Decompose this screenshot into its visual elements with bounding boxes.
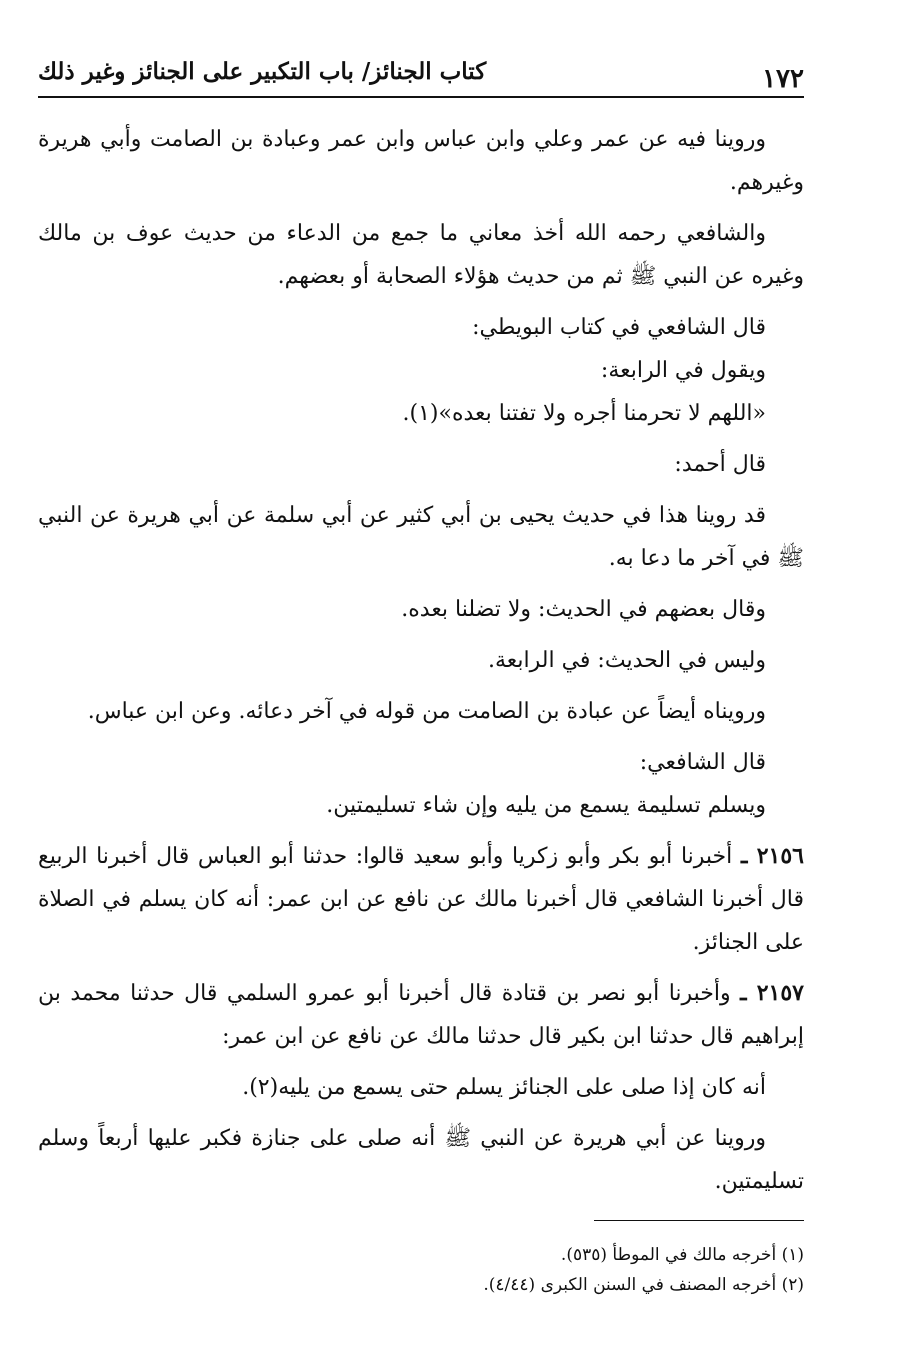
paragraph: وقال بعضهم في الحديث: ولا تضلنا بعده. [401, 597, 766, 622]
paragraph: ويسلم تسليمة يسمع من يليه وإن شاء تسليمتين. [326, 793, 766, 818]
page-header [38, 50, 804, 100]
paragraph: قال أحمد: [674, 452, 766, 477]
footnote-divider [594, 1220, 804, 1221]
footnotes [38, 1240, 804, 1300]
paragraph: قال الشافعي في كتاب البويطي: [472, 315, 766, 340]
paragraph: وروينا فيه عن عمر وعلي وابن عباس وابن عمر وعبادة بن الصامت وأبي هريرة وغيرهم. [38, 127, 804, 195]
paragraph: أنه كان إذا صلى على الجنائز يسلم حتى يسمع من يليه(٢). [242, 1075, 766, 1100]
hadith-number: ٢١٥٦ ـ [740, 843, 804, 869]
hadith-text: وأخبرنا أبو نصر بن قتادة قال أخبرنا أبو عمرو السلمي قال حدثنا محمد بن إبراهيم قال حدثنا ابن بكير قال حدثنا مالك عن نافع عن ابن عمر: [38, 981, 804, 1049]
running-title: كتاب الجنائز/ باب التكبير على الجنائز وغير ذلك [38, 58, 487, 85]
hadith-paragraph [38, 972, 804, 1058]
footnote: (١) أخرجه مالك في الموطأ (٥٣٥). [560, 1245, 804, 1265]
paragraph: وروينا عن أبي هريرة عن النبي ﷺ أنه صلى على جنازة فكبر عليها أربعاً وسلم تسليمتين. [38, 1126, 804, 1194]
paragraph: «اللهم لا تحرمنا أجره ولا تفتنا بعده»(١). [402, 401, 766, 426]
paragraph: قد روينا هذا في حديث يحيى بن أبي كثير عن أبي سلمة عن أبي هريرة عن النبي ﷺ في آخر ما دعا به. [38, 503, 804, 571]
paragraph: ورويناه أيضاً عن عبادة بن الصامت من قوله في آخر دعائه. وعن ابن عباس. [87, 699, 766, 724]
hadith-paragraph [38, 835, 804, 964]
hadith-number: ٢١٥٧ ـ [740, 980, 804, 1006]
page-body [38, 118, 804, 1211]
paragraph: ويقول في الرابعة: [600, 358, 766, 383]
header-divider [38, 96, 804, 98]
paragraph: وليس في الحديث: في الرابعة. [488, 648, 766, 673]
page-number: ١٧٢ [762, 64, 804, 94]
paragraph: قال الشافعي: [639, 750, 766, 775]
paragraph: والشافعي رحمه الله أخذ معاني ما جمع من الدعاء من حديث عوف بن مالك وغيره عن النبي ﷺ ثم من حديث هؤلاء الصحابة أو بعضهم. [38, 221, 804, 289]
hadith-text: أخبرنا أبو بكر وأبو زكريا وأبو سعيد قالوا: حدثنا أبو العباس قال أخبرنا الربيع قال أخبرنا الشافعي قال أخبرنا مالك عن نافع عن ابن عمر: أنه كان يسلم في الصلاة على الجنائز. [38, 844, 804, 955]
footnote: (٢) أخرجه المصنف في السنن الكبرى (٤/٤٤). [483, 1275, 804, 1295]
